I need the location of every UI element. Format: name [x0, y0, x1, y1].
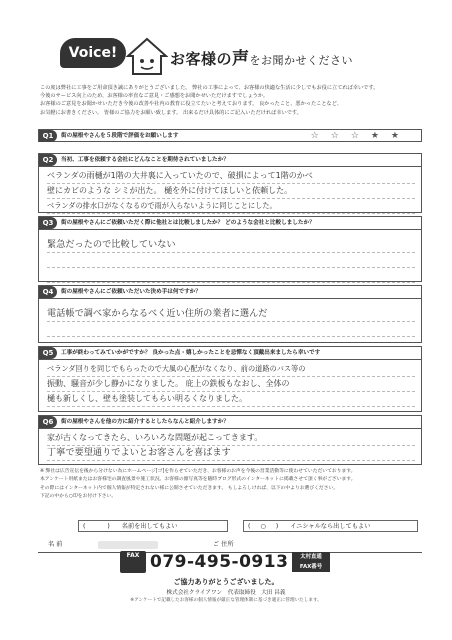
question-text: 街の屋根やさんにご依頼いただく際に他社とは比較しましたか？ どのような会社と比較しましたか？: [61, 220, 315, 226]
answer-line: 振動、騒音が少し静かになりました。 庇上の鉄板もなおし、全体の: [47, 377, 415, 392]
question-text: 街の屋根やさんにご依頼いただいた決め手は何ですか？: [61, 289, 201, 295]
consent-options: [38, 520, 422, 534]
house-icon: [126, 36, 168, 78]
question-3: [38, 216, 422, 282]
answer-line: 緊急だったので比較していない: [47, 232, 415, 253]
selected-circle-mark: ○: [260, 523, 276, 530]
question-number: Q3: [39, 217, 57, 229]
address-label: ご 住所: [213, 541, 234, 548]
answer-line: 壁にカビのような シミが出た。 樋を外に付けてほしいと依頼した。: [47, 184, 415, 199]
intro-line: お客様のご意見をお聞かせいただき今後の改善や社内の教育に役立てたいと考えております。 良かったこと、悪かったことなど、: [40, 101, 343, 108]
name-field-redacted[interactable]: [98, 541, 158, 549]
question-header: [39, 416, 421, 429]
question-text: 当初、工事を依頼する会社にどんなことを期待されていましたか？: [61, 157, 229, 163]
answer-line: 家が古くなってきたら、いろいろな問題が起こってきます。: [47, 431, 415, 446]
fax-tag: [292, 552, 330, 572]
title-part-c: をお聞かせください: [249, 54, 354, 67]
page-title: [170, 44, 353, 69]
answer-area[interactable]: [39, 299, 421, 337]
thanks-message: ご協力ありがとうございました。: [173, 578, 279, 586]
option-bracket-selected: (○): [248, 523, 289, 530]
intro-text: [40, 84, 420, 117]
note-line: ※ 弊社は広告宣伝を後から分けない為にホームページ[ゴ]を作らせていただき、お客様のお声を今後の営業活動等に使わせていただいております。: [40, 469, 356, 474]
question-header: [39, 217, 421, 230]
fax-tag-line: FAX番号: [299, 564, 323, 570]
question-header: [39, 130, 421, 142]
answer-area[interactable]: [39, 230, 421, 283]
note-line: その際にはインターネット内で個人情報が特定されない様に公開させていただきます。 もしよろしければ、以下の中よりお選びください。: [40, 485, 339, 491]
header: [60, 36, 400, 80]
option-label: イニシャルなら出してもよい: [290, 523, 371, 530]
answer-area[interactable]: [39, 429, 421, 461]
question-header: [39, 347, 421, 360]
question-header: [39, 154, 421, 167]
note-line: 本アンケート用紙またはお客様宅の調査風景や施工状況、お客様の顔写真等を随時ブログ形式のインターネットに掲載させて頂く事がございます。: [40, 477, 356, 483]
question-text: 工事が終わってみていかがですか？ 良かった点・嬉しかったことを忌憚なく頂戴出来ましたら幸いです: [61, 350, 321, 356]
title-part-a: お客様の: [170, 50, 233, 68]
answer-line: ベランダの雨樋が1階の大井裏に入っていたので、破損によって1階のかべ: [47, 169, 415, 184]
title-part-b: 声: [232, 49, 250, 69]
note-line: 下記の中から○印をお付け下さい。: [40, 494, 117, 500]
privacy-footnote: ※アンケートで記載したお客様の個人情報が厳正な管理体制に基づき適正に管理いたします。: [130, 598, 322, 603]
question-number: Q4: [39, 286, 57, 298]
question-header: [39, 286, 421, 299]
answer-area[interactable]: [39, 360, 421, 407]
name-label: 名 前: [48, 541, 63, 548]
answer-line: [47, 268, 415, 283]
consent-option-name[interactable]: [78, 520, 228, 532]
intro-line: お気軽にお書きください。 皆様のご協力をお願い致します。 出来るだけ具体的にご記入いただければ幸いです。: [40, 109, 302, 116]
answer-line: ベランダの排水口がなくなるので雨が入らないように同じことにした。: [47, 199, 415, 214]
answer-line: 丁寧で要望通りでよいとお客さんを喜ばます: [47, 446, 415, 461]
fax-number: 079-495-0913: [150, 552, 289, 572]
answer-line: [47, 322, 415, 337]
question-6: [38, 415, 422, 465]
question-2: [38, 153, 422, 213]
intro-line: 今後のサービス向上のため、お客様の率直なご意見・ご感想をお聞かせいただけますでしょうか。: [40, 93, 269, 100]
answer-area[interactable]: [39, 167, 421, 214]
rating-stars[interactable]: ☆☆☆★★: [310, 131, 411, 141]
consent-option-initials[interactable]: [243, 520, 418, 532]
voice-badge: Voice!: [60, 38, 126, 68]
answer-line: 電話帳で調べ家からなるべく近い住所の業者に選んだ: [47, 301, 415, 322]
question-number: Q5: [39, 347, 57, 359]
answer-line: ベランダ回りを同じでもらったので大風の心配がなくなり、前の道路のバス等の: [47, 362, 415, 377]
question-text: 街の屋根やさんを他の方に紹介するとしたらなんと紹介しますか？: [61, 419, 229, 425]
fax-tag-line: 太村直通: [300, 554, 322, 560]
privacy-notes: [40, 468, 420, 502]
question-1: [38, 129, 422, 142]
fax-icon: [120, 551, 146, 573]
question-number: Q6: [39, 416, 57, 428]
question-number: Q1: [39, 130, 57, 142]
question-number: Q2: [39, 154, 57, 166]
question-5: [38, 346, 422, 412]
question-4: [38, 285, 422, 343]
question-text: 街の屋根やさんを５段階で評価をお願いします: [61, 133, 179, 139]
answer-line: [47, 253, 415, 268]
fax-icon-label: FAX: [126, 552, 140, 559]
answer-line: 樋も新しくし、壁も塗装してもらい明るくなりました。: [47, 392, 415, 407]
company-info: 株式会社クライアワン 代表取締役 大田 昌義: [166, 590, 286, 596]
option-bracket: ( ): [83, 523, 120, 530]
intro-line: この度は弊社に工事をご用命頂き誠にありがとうございました。 弊社の工事によって、お客様の快適な生活に少しでもお役に立てれば幸いです。: [40, 85, 379, 91]
option-label: 名前を出してもよい: [121, 523, 178, 530]
